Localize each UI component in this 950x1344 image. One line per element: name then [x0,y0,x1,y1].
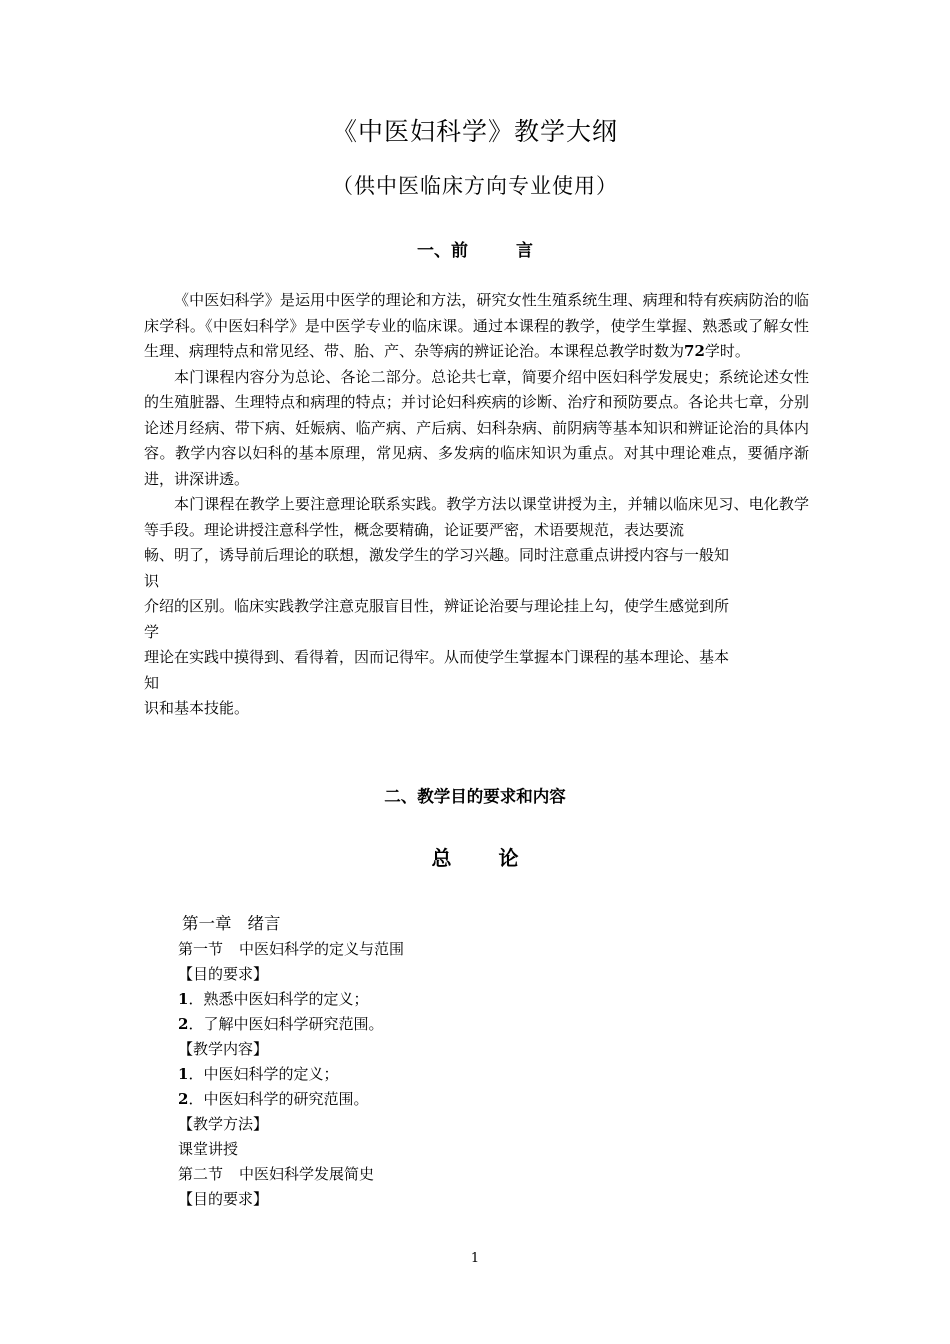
general-heading: 总 论 [431,846,519,870]
preface-body [144,288,809,722]
list-item-text: 中医妇科学的研究范围。 [203,1090,369,1108]
preface-paragraph-1-suffix: 学时。 [704,342,750,360]
section-label: 第二节 [178,1165,224,1183]
list-item: 2．中医妇科学的研究范围。 [178,1090,369,1108]
list-item: 1．熟悉中医妇科学的定义； [178,990,369,1008]
list-item: 2．了解中医妇科学研究范围。 [178,1015,384,1033]
list-item-text: 中医妇科学的定义； [203,1065,339,1083]
document-subtitle: （供中医临床方向专业使用） [332,174,618,198]
list-item-text: 了解中医妇科学研究范围。 [203,1015,384,1033]
preface-paragraph-3: 本门课程在教学上要注意理论联系实践。教学方法以课堂讲授为主，并辅以临床见习、电化教学等手段。理论讲授注意科学性，概念要精确，论证要严密，术语要规范，表达要流 [144,495,809,539]
preface-paragraph-1-text: 《中医妇科学》是运用中医学的理论和方法，研究女性生殖系统生理、病理和特有疾病防治的临床学科。《中医妇科学》是中医学专业的临床课。通过本课程的教学，使学生掌握、熟悉或了解女性生理、病理特点和常见经、带、胎、产、杂等病的辨证论治。本课程总教学时数为 [144,291,809,360]
section-heading-objectives: 二、教学目的要求和内容 [384,787,566,806]
chapter-label: 第一章 [182,914,232,933]
preface-tail-line: 介绍的区别。临床实践教学注意克服盲目性，辨证论治要与理论挂上勾，使学生感觉到所 [144,597,730,615]
preface-tail-line: 识和基本技能。 [144,699,250,717]
section-heading [178,1162,798,1187]
method-heading: 【教学方法】 [178,1115,269,1133]
preface-paragraph-2: 本门课程内容分为总论、各论二部分。总论共七章，简要介绍中医妇科学发展史；系统论述女性的生殖脏器、生理特点和病理的特点；并讨论妇科疾病的诊断、治疗和预防要点。各论共七章，分别论述月经病、带下病、妊娠病、临产病、产后病、妇科杂病、前阴病等基本知识和辨证论治的具体内容。教学内容以妇科的基本原理，常见病、多发病的临床知识为重点。对其中理论难点，要循序渐进，讲深讲透。 [144,367,809,488]
list-item-number: 1 [178,1065,189,1083]
document-title: 《中医妇科学》教学大纲 [331,117,618,146]
method-text: 课堂讲授 [178,1140,239,1158]
preface-tail-line: 知 [144,673,160,692]
section-label: 第一节 [178,940,224,958]
content-heading: 【教学内容】 [178,1040,269,1058]
preface-paragraph-1 [144,288,809,365]
section-title: 中医妇科学发展简史 [239,1165,375,1183]
list-item-number: 2 [178,1090,189,1108]
list-item-number: 1 [178,990,189,1008]
objectives-heading: 【目的要求】 [178,965,269,983]
objectives-heading: 【目的要求】 [178,1190,269,1208]
chapter-heading [178,910,798,937]
preface-tail-line: 识 [144,571,160,590]
chapter-title: 绪言 [247,914,281,933]
preface-heading: 一、前 言 [417,241,533,261]
syllabus-outline [178,910,798,1212]
section-title: 中医妇科学的定义与范围 [239,940,405,958]
preface-tail-line: 学 [144,622,160,641]
preface-tail-line: 理论在实践中摸得到、看得着，因而记得牢。从而使学生掌握本门课程的基本理论、基本 [144,648,730,666]
total-hours: 72 [684,342,705,360]
list-item: 1．中医妇科学的定义； [178,1065,339,1083]
page-number: 1 [470,1251,480,1266]
list-item-text: 熟悉中医妇科学的定义； [203,990,369,1008]
section-heading [178,937,798,962]
preface-tail-line: 畅、明了，诱导前后理论的联想，激发学生的学习兴趣。同时注意重点讲授内容与一般知 [144,546,730,564]
list-item-number: 2 [178,1015,189,1033]
